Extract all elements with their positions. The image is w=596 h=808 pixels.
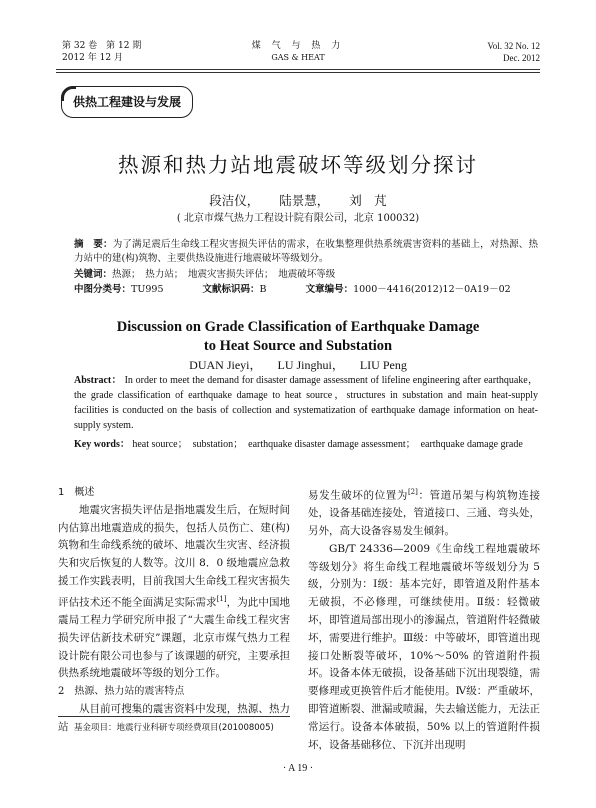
author-en-1: DUAN Jieyi，	[189, 358, 262, 372]
funding-footnote: 基金项目：地震行业科研专项经费项目(201008005)	[74, 723, 274, 733]
keywords-en	[74, 437, 538, 452]
page-number: · A 19 ·	[282, 763, 314, 774]
citation-ref-2[interactable]: [2]	[407, 488, 418, 496]
article-no-label: 文章编号：	[305, 284, 354, 295]
keywords-text: 热源； 热力站； 地震灾害损失评估； 地震破坏等级	[112, 269, 336, 280]
journal-name-cn: 煤 气 与 热 力	[251, 41, 345, 51]
section-2-heading: 2 热源、热力站的震害特点	[58, 686, 185, 698]
abstract-cn	[74, 238, 538, 266]
volume-issue-en: Vol. 32 No. 12	[487, 41, 540, 51]
column-label: 供热工程建设与发展	[72, 95, 181, 109]
header-rule	[56, 69, 540, 70]
abstract-text: 为了满足震后生命线工程灾害损失评估的需求，在收集整理供热系统震害资料的基础上，对热源、热力站中的建(构)筑物、主要供热设施进行地震破坏等级划分。	[74, 239, 538, 264]
body-column-left	[58, 484, 290, 737]
paper-title-en	[0, 318, 596, 356]
footnote-rule	[58, 716, 290, 717]
authors-cn	[0, 191, 596, 209]
citation-ref-1[interactable]: [1]	[216, 594, 227, 603]
keywords-cn	[74, 268, 335, 282]
clc-value: TU995	[131, 284, 164, 295]
body-column-right	[308, 484, 540, 754]
issue-date-en: Dec. 2012	[503, 53, 540, 63]
issue-date: 2012 年 12 月	[62, 53, 123, 63]
volume-issue: 第 32 卷 第 12 期	[62, 41, 142, 51]
header-rule-2	[56, 72, 540, 73]
section-1-heading: 1 概述	[58, 487, 95, 498]
author-en-2: LU Jinghui，	[277, 358, 344, 372]
para-text-cont: ，为此中国地震局工程力学研究所申报了“大震生命线工程灾害损失评估新技术研究”课题，北京市煤气热力工程设计院有限公司也参与了该课题的研究，主要承担供热系统地震破坏等级的划分工作。	[58, 596, 291, 680]
para-text: 地震灾害损失评估是指地震发生后，在短时间内估算出地震造成的损失，包括人员伤亡、建(构)筑物和生命线系统的破坏、地震次生灾害、经济损失和灾后恢复的人数等。汶川 8．0 级地震应急救援工作实践表明，目前我国大生命线工程灾害损失评估技术还不能全面满足实际需求	[58, 503, 290, 609]
column-label-box	[61, 86, 193, 118]
journal-name-en: GAS & HEAT	[271, 53, 325, 62]
abstract-en-text: In order to meet the demand for disaster damage assessment of lifeline engineering after earthquake，the grade classification of earthquake damage to heat source，structures in substation and main heat-supply facilities is conducted on the basis of collection and systematization of earthquake damage information on heat-supply system.	[74, 375, 538, 431]
keywords-en-label: Key words：	[74, 439, 130, 450]
paper-title-cn: 热源和热力站地震破坏等级划分探讨	[118, 153, 478, 177]
classification-line	[74, 283, 547, 297]
author-en-3: LIU Peng	[359, 358, 407, 372]
authors-en	[0, 356, 596, 373]
continued-paragraph	[308, 484, 540, 541]
doc-code-label: 文献标识码：	[202, 284, 260, 295]
clc-label: 中图分类号：	[74, 284, 132, 295]
affiliation-cn: ( 北京市煤气热力工程设计院有限公司，北京 100032)	[176, 213, 420, 224]
abstract-en	[74, 373, 538, 433]
author-3: 刘 芃	[349, 193, 387, 208]
section-1-paragraph	[58, 502, 290, 683]
article-no-value: 1000－4416(2012)12－0A19－02	[353, 284, 511, 295]
standard-paragraph: GB/T 24336—2009《生命线工程地震破坏等级划分》将生命线工程地震破坏等级划分为 5 级，分别为：Ⅰ级：基本完好，即管道及附件基本无破损，不必修理，可继续使用。Ⅱ级：轻微破坏，即管道局部出现小的渗漏点，管道附件轻微破坏，需要进行维护。Ⅲ级：中等破坏，即管道出现接口处断裂等破坏，10%～50% 的管道附件损坏。设备本体无破损，设备基础下沉出现裂缝，需要修理或更换管件后才能使用。Ⅳ级：严重破坏，即管道断裂、泄漏或喷漏，失去输送能力，无法正常运行。设备本体破损，50% 以上的管道附件损坏，设备基础移位、下沉并出现明	[308, 542, 540, 751]
section-2-paragraph: 从目前可搜集的震害资料中发现，热源、热力站	[58, 703, 290, 733]
author-1: 段洁仪，	[209, 193, 260, 208]
doc-code-value: B	[259, 284, 267, 295]
title-en-line2: to Heat Source and Substation	[203, 338, 393, 354]
journal-volume-info-en	[487, 40, 540, 64]
keywords-label: 关键词：	[74, 269, 113, 280]
author-2: 陆景慧，	[279, 193, 330, 208]
abstract-en-label: Abstract：	[74, 375, 122, 386]
abstract-label: 摘 要：	[74, 239, 113, 250]
keywords-en-text: heat source； substation； earthquake disaster damage assessment； earthquake damage grade	[132, 439, 523, 450]
para-text-cont: ：管道吊架与构筑物连接处，设备基础连接处，管道接口、三通、弯头处，另外，高大设备容易发生倾斜。	[308, 489, 541, 538]
title-en-line1: Discussion on Grade Classification of Earthquake Damage	[116, 319, 480, 335]
para-text: 易发生破坏的位置为	[308, 489, 408, 502]
